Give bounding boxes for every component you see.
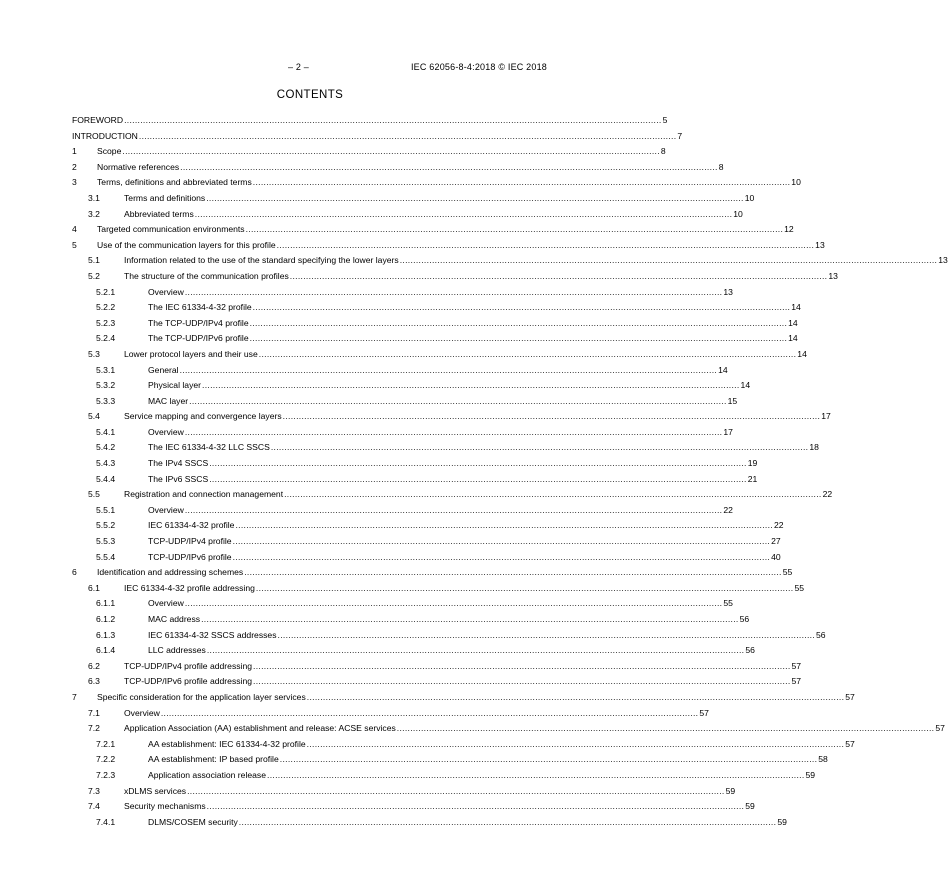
toc-entry-page: 12	[784, 224, 794, 235]
toc-entry-title: Overview	[124, 707, 160, 718]
dot-leader: ........................................................................................................................................................................................................	[184, 504, 723, 515]
page-number: – 2 –	[288, 62, 310, 72]
dot-leader: ........................................................................................................................................................................................................	[232, 536, 771, 547]
toc-entry[interactable]	[72, 456, 758, 472]
toc-entry-page: 5	[662, 115, 668, 125]
toc-entry-page: 21	[747, 473, 758, 484]
toc-entry[interactable]	[72, 191, 755, 207]
toc-entry-title: Lower protocol layers and their use	[124, 348, 258, 359]
toc-entry[interactable]	[72, 815, 787, 831]
toc-entry-title: IEC 61334-4-32 SSCS addresses	[148, 629, 277, 640]
dot-leader: ........................................................................................................................................................................................................	[184, 426, 723, 437]
toc-entry-title: The structure of the communication profiles	[124, 270, 289, 281]
toc-entry-title: The TCP-UDP/IPv4 profile	[148, 317, 249, 328]
toc-entry-title: The IPv4 SSCS	[148, 458, 209, 469]
toc-entry[interactable]	[72, 144, 666, 160]
toc-entry-title: Specific consideration for the application layer services	[97, 691, 306, 702]
dot-leader: ........................................................................................................................................................................................................	[270, 442, 809, 453]
toc-entry-page: 13	[938, 255, 948, 266]
toc-entry[interactable]	[72, 628, 826, 644]
toc-entry-page: 8	[718, 161, 724, 172]
toc-entry[interactable]	[72, 706, 709, 722]
dot-leader: ........................................................................................................................................................................................................	[122, 146, 660, 157]
toc-entry[interactable]	[72, 612, 750, 628]
toc-entry-page: 15	[727, 395, 738, 406]
toc-entry-number: 3.1	[88, 192, 100, 203]
toc-entry-number: 5.2.3	[96, 317, 116, 328]
toc-entry-page: 57	[935, 723, 945, 734]
toc-entry-page: 13	[815, 239, 825, 250]
toc-entry-title: Service mapping and convergence layers	[124, 411, 282, 422]
toc-entry-page: 40	[771, 551, 781, 562]
toc-entry-page: 14	[791, 302, 801, 313]
dot-leader: ........................................................................................................................................................................................................	[258, 348, 797, 359]
toc-entry-title: AA establishment: IEC 61334-4-32 profile	[148, 738, 306, 749]
toc-entry[interactable]	[72, 160, 724, 176]
dot-leader: ........................................................................................................................................................................................................	[277, 629, 816, 640]
toc-entry[interactable]	[72, 222, 794, 238]
toc-entry-number: 6.1.1	[96, 598, 116, 609]
toc-entry-page: 55	[723, 598, 733, 609]
toc-entry-page: 22	[723, 504, 733, 515]
toc-entry-page: 57	[699, 707, 709, 718]
toc-entry-title: Security mechanisms	[124, 801, 206, 812]
toc-entry-number: 1	[72, 146, 77, 157]
toc-entry-page: 27	[771, 536, 781, 547]
contents-title: CONTENTS	[276, 89, 344, 101]
toc-entry-page: 58	[818, 754, 828, 765]
toc-entry-number: 7.4	[88, 801, 100, 812]
dot-leader: ........................................................................................................................................................................................................	[179, 364, 718, 375]
toc-entry[interactable]	[72, 409, 831, 425]
dot-leader: ........................................................................................................................................................................................................	[244, 567, 782, 578]
dot-leader: ........................................................................................................................................................................................................	[202, 380, 740, 391]
toc-entry[interactable]	[72, 659, 802, 675]
toc-entry[interactable]	[72, 799, 755, 815]
toc-entry-number: 5.5.4	[96, 551, 116, 562]
toc-entry-title: Overview	[148, 598, 184, 609]
toc-entry-title: The IPv6 SSCS	[148, 473, 209, 484]
toc-entry[interactable]	[72, 207, 743, 223]
toc-entry-title: Use of the communication layers for this profile	[97, 239, 276, 250]
dot-leader: ........................................................................................................................................................................................................	[206, 645, 745, 656]
toc-entry-title: Application association release	[148, 769, 266, 780]
toc-entry-number: 5.2.1	[96, 286, 116, 297]
dot-leader: ........................................................................................................................................................................................................	[252, 302, 791, 313]
dot-leader: ........................................................................................................................................................................................................	[306, 691, 845, 702]
dot-leader: ........................................................................................................................................................................................................	[238, 816, 777, 827]
dot-leader: ........................................................................................................................................................................................................	[184, 286, 723, 297]
toc-entry-page: 14	[718, 364, 728, 375]
toc-entry[interactable]	[72, 581, 804, 597]
toc-entry-title: Application Association (AA) establishment and release: ACSE services	[124, 723, 396, 734]
toc-entry-number: 5.4.1	[96, 426, 116, 437]
toc-entry-title: The IEC 61334-4-32 profile	[148, 302, 252, 313]
toc-entry[interactable]	[72, 300, 801, 316]
toc-entry[interactable]	[72, 487, 833, 503]
toc-entry-page: 56	[739, 614, 750, 624]
toc-entry[interactable]	[72, 269, 838, 285]
toc-entry-page: 10	[791, 177, 801, 188]
dot-leader: ........................................................................................................................................................................................................	[235, 520, 773, 531]
dot-leader: ........................................................................................................................................................................................................	[189, 395, 727, 406]
toc-entry-title: Overview	[148, 504, 184, 515]
toc-entry[interactable]	[72, 378, 751, 394]
toc-entry-number: 6.2	[88, 660, 100, 671]
toc-entry-title: Physical layer	[148, 380, 202, 391]
toc-entry-page: 17	[723, 426, 733, 437]
dot-leader: ........................................................................................................................................................................................................	[201, 614, 739, 624]
toc-entry-title: Targeted communication environments	[97, 224, 245, 235]
dot-leader: ........................................................................................................................................................................................................	[399, 255, 938, 266]
dot-leader: ........................................................................................................................................................................................................	[279, 754, 818, 765]
toc-entry-title: Information related to the use of the standard specifying the lower layers	[124, 255, 399, 266]
toc-entry[interactable]	[72, 768, 816, 784]
toc-entry-page: 57	[791, 676, 802, 687]
toc-entry-number: 5.4	[88, 411, 100, 422]
toc-entry[interactable]	[72, 721, 945, 737]
toc-entry[interactable]	[72, 425, 733, 441]
toc-entry-title: DLMS/COSEM security	[148, 816, 238, 827]
toc-entry[interactable]	[72, 565, 793, 581]
toc-entry-page: 14	[797, 348, 807, 359]
toc-entry-page: 10	[744, 192, 755, 203]
toc-entry-page: 19	[747, 458, 758, 469]
toc-entry-number: 4	[72, 224, 77, 235]
toc-entry-page: 59	[805, 769, 816, 780]
toc-entry[interactable]	[72, 175, 801, 191]
toc-entry-number: 5.5.3	[96, 536, 116, 547]
dot-leader: ........................................................................................................................................................................................................	[194, 208, 733, 219]
toc-entry-number: 6.1.3	[96, 629, 116, 640]
dot-leader: ........................................................................................................................................................................................................	[289, 270, 828, 281]
dot-leader: ........................................................................................................................................................................................................	[209, 458, 747, 469]
toc-entry[interactable]	[72, 238, 825, 254]
toc-entry-title: Overview	[148, 286, 184, 297]
toc-entry-page: 59	[777, 816, 787, 827]
toc-entry[interactable]	[72, 596, 733, 612]
toc-entry-number: 5.5	[88, 489, 100, 500]
toc-entry-number: 7.3	[88, 785, 100, 796]
toc-entry[interactable]	[72, 347, 807, 363]
toc-entry-title: LLC addresses	[148, 645, 206, 656]
toc-entry[interactable]	[72, 129, 683, 145]
toc-entry-page: 56	[816, 629, 826, 640]
dot-leader: ........................................................................................................................................................................................................	[245, 224, 784, 235]
toc-entry[interactable]	[72, 253, 948, 269]
toc-entry-page: 55	[782, 567, 793, 578]
dot-leader: ........................................................................................................................................................................................................	[209, 473, 747, 484]
toc-entry[interactable]	[72, 472, 758, 488]
dot-leader: ........................................................................................................................................................................................................	[160, 707, 699, 718]
toc-entry-page: 17	[821, 411, 831, 422]
toc-entry-page: 22	[822, 489, 833, 500]
toc-entry-number: 7.4.1	[96, 816, 116, 827]
dot-leader: ........................................................................................................................................................................................................	[184, 598, 723, 609]
table-of-contents	[72, 113, 948, 830]
toc-entry-title: Terms, definitions and abbreviated terms	[97, 177, 252, 188]
dot-leader: ........................................................................................................................................................................................................	[253, 676, 791, 687]
toc-entry-page: 18	[809, 442, 819, 453]
toc-entry-title: Terms and definitions	[124, 192, 206, 203]
toc-entry[interactable]	[72, 363, 728, 379]
toc-entry-title: The IEC 61334-4-32 LLC SSCS	[148, 442, 270, 453]
toc-entry-number: 5.3.3	[96, 395, 116, 406]
toc-entry-page: 55	[794, 582, 804, 593]
toc-entry-title: IEC 61334-4-32 profile	[148, 520, 235, 531]
toc-entry-title: MAC layer	[148, 395, 189, 406]
toc-entry[interactable]	[72, 784, 736, 800]
toc-entry-number: 5.3.2	[96, 380, 116, 391]
toc-entry-page: 8	[660, 146, 666, 157]
toc-entry-title: Overview	[148, 426, 184, 437]
toc-entry-number: 5.3.1	[96, 364, 116, 375]
toc-entry[interactable]	[72, 113, 668, 129]
toc-entry-number: 7.2.2	[96, 754, 116, 765]
toc-entry-number: 5.4.3	[96, 458, 116, 469]
toc-entry-number: 3.2	[88, 208, 100, 219]
toc-entry-number: 5.3	[88, 348, 100, 359]
toc-entry-page: 14	[740, 380, 751, 391]
toc-entry-title: General	[148, 364, 179, 375]
dot-leader: ........................................................................................................................................................................................................	[124, 115, 662, 125]
toc-entry-title: TCP-UDP/IPv4 profile addressing	[124, 660, 252, 671]
toc-entry[interactable]	[72, 550, 781, 566]
toc-entry-number: 5.5.2	[96, 520, 116, 531]
toc-entry-page: 10	[733, 208, 743, 219]
toc-entry-title: AA establishment: IP based profile	[148, 754, 279, 765]
toc-entry[interactable]	[72, 674, 802, 690]
toc-entry-number: 6.1	[88, 582, 100, 593]
toc-entry[interactable]	[72, 518, 784, 534]
toc-entry-number: 3	[72, 177, 77, 188]
document-reference: IEC 62056-8-4:2018 © IEC 2018	[410, 62, 547, 72]
toc-entry[interactable]	[72, 503, 733, 519]
toc-entry-title: Normative references	[97, 161, 180, 172]
toc-entry-number: 5.2.4	[96, 333, 116, 344]
toc-entry-title: Abbreviated terms	[124, 208, 194, 219]
dot-leader: ........................................................................................................................................................................................................	[138, 130, 677, 141]
dot-leader: ........................................................................................................................................................................................................	[282, 411, 821, 422]
toc-entry[interactable]	[72, 643, 755, 659]
toc-entry-number: 7.2.1	[96, 738, 116, 749]
toc-entry-page: 57	[791, 660, 802, 671]
toc-entry-title: The TCP-UDP/IPv6 profile	[148, 333, 249, 344]
toc-entry[interactable]	[72, 737, 855, 753]
toc-entry[interactable]	[72, 534, 781, 550]
toc-entry-number: 5	[72, 239, 77, 250]
toc-entry[interactable]	[72, 690, 855, 706]
toc-entry-number: 6.1.4	[96, 645, 116, 656]
toc-entry-number: 5.1	[88, 255, 100, 266]
toc-entry-title: Identification and addressing schemes	[97, 567, 244, 578]
toc-entry-title: IEC 61334-4-32 profile addressing	[124, 582, 255, 593]
toc-entry[interactable]	[72, 285, 733, 301]
toc-entry-number: 5.2.2	[96, 302, 116, 313]
toc-entry-number: 7.1	[88, 707, 100, 718]
dot-leader: ........................................................................................................................................................................................................	[267, 769, 805, 780]
dot-leader: ........................................................................................................................................................................................................	[396, 723, 935, 734]
toc-entry-title: FOREWORD	[72, 115, 124, 125]
toc-entry[interactable]	[72, 316, 798, 332]
dot-leader: ........................................................................................................................................................................................................	[206, 801, 745, 812]
toc-entry-title: Registration and connection management	[124, 489, 284, 500]
toc-entry-number: 6	[72, 567, 77, 578]
toc-entry-title: TCP-UDP/IPv4 profile	[148, 536, 232, 547]
toc-entry-number: 7.2.3	[96, 769, 116, 780]
dot-leader: ........................................................................................................................................................................................................	[187, 785, 725, 796]
toc-entry[interactable]	[72, 440, 819, 456]
toc-entry-number: 6.3	[88, 676, 100, 687]
toc-entry-page: 13	[723, 286, 733, 297]
toc-entry-number: 5.2	[88, 270, 100, 281]
toc-entry-number: 6.1.2	[96, 614, 116, 624]
dot-leader: ........................................................................................................................................................................................................	[253, 660, 791, 671]
toc-entry-title: xDLMS services	[124, 785, 187, 796]
toc-entry-page: 56	[745, 645, 755, 656]
toc-entry-page: 57	[845, 691, 855, 702]
toc-entry-page: 59	[745, 801, 755, 812]
toc-entry-page: 22	[774, 520, 784, 531]
toc-entry-page: 57	[845, 738, 855, 749]
dot-leader: ........................................................................................................................................................................................................	[306, 738, 845, 749]
toc-entry-page: 7	[677, 130, 683, 141]
toc-entry-number: 5.4.4	[96, 473, 116, 484]
dot-leader: ........................................................................................................................................................................................................	[206, 192, 744, 203]
toc-entry-page: 59	[725, 785, 736, 796]
toc-entry[interactable]	[72, 331, 798, 347]
toc-entry-number: 7	[72, 691, 77, 702]
dot-leader: ........................................................................................................................................................................................................	[284, 489, 822, 500]
toc-entry-number: 7.2	[88, 723, 100, 734]
toc-entry[interactable]	[72, 394, 738, 410]
dot-leader: ........................................................................................................................................................................................................	[255, 582, 794, 593]
toc-entry-page: 14	[788, 333, 798, 344]
toc-entry[interactable]	[72, 752, 828, 768]
dot-leader: ........................................................................................................................................................................................................	[249, 333, 788, 344]
dot-leader: ........................................................................................................................................................................................................	[232, 551, 771, 562]
toc-entry-number: 5.4.2	[96, 442, 116, 453]
dot-leader: ........................................................................................................................................................................................................	[180, 161, 718, 172]
dot-leader: ........................................................................................................................................................................................................	[249, 317, 788, 328]
dot-leader: ........................................................................................................................................................................................................	[276, 239, 815, 250]
toc-entry-title: TCP-UDP/IPv6 profile addressing	[124, 676, 252, 687]
toc-entry-title: MAC address	[148, 614, 201, 624]
dot-leader: ........................................................................................................................................................................................................	[252, 177, 791, 188]
toc-entry-title: Scope	[97, 146, 122, 157]
toc-entry-number: 5.5.1	[96, 504, 116, 515]
toc-entry-page: 14	[788, 317, 798, 328]
toc-entry-title: TCP-UDP/IPv6 profile	[148, 551, 232, 562]
toc-entry-page: 13	[828, 270, 838, 281]
toc-entry-title: INTRODUCTION	[72, 130, 138, 141]
toc-entry-number: 2	[72, 161, 77, 172]
